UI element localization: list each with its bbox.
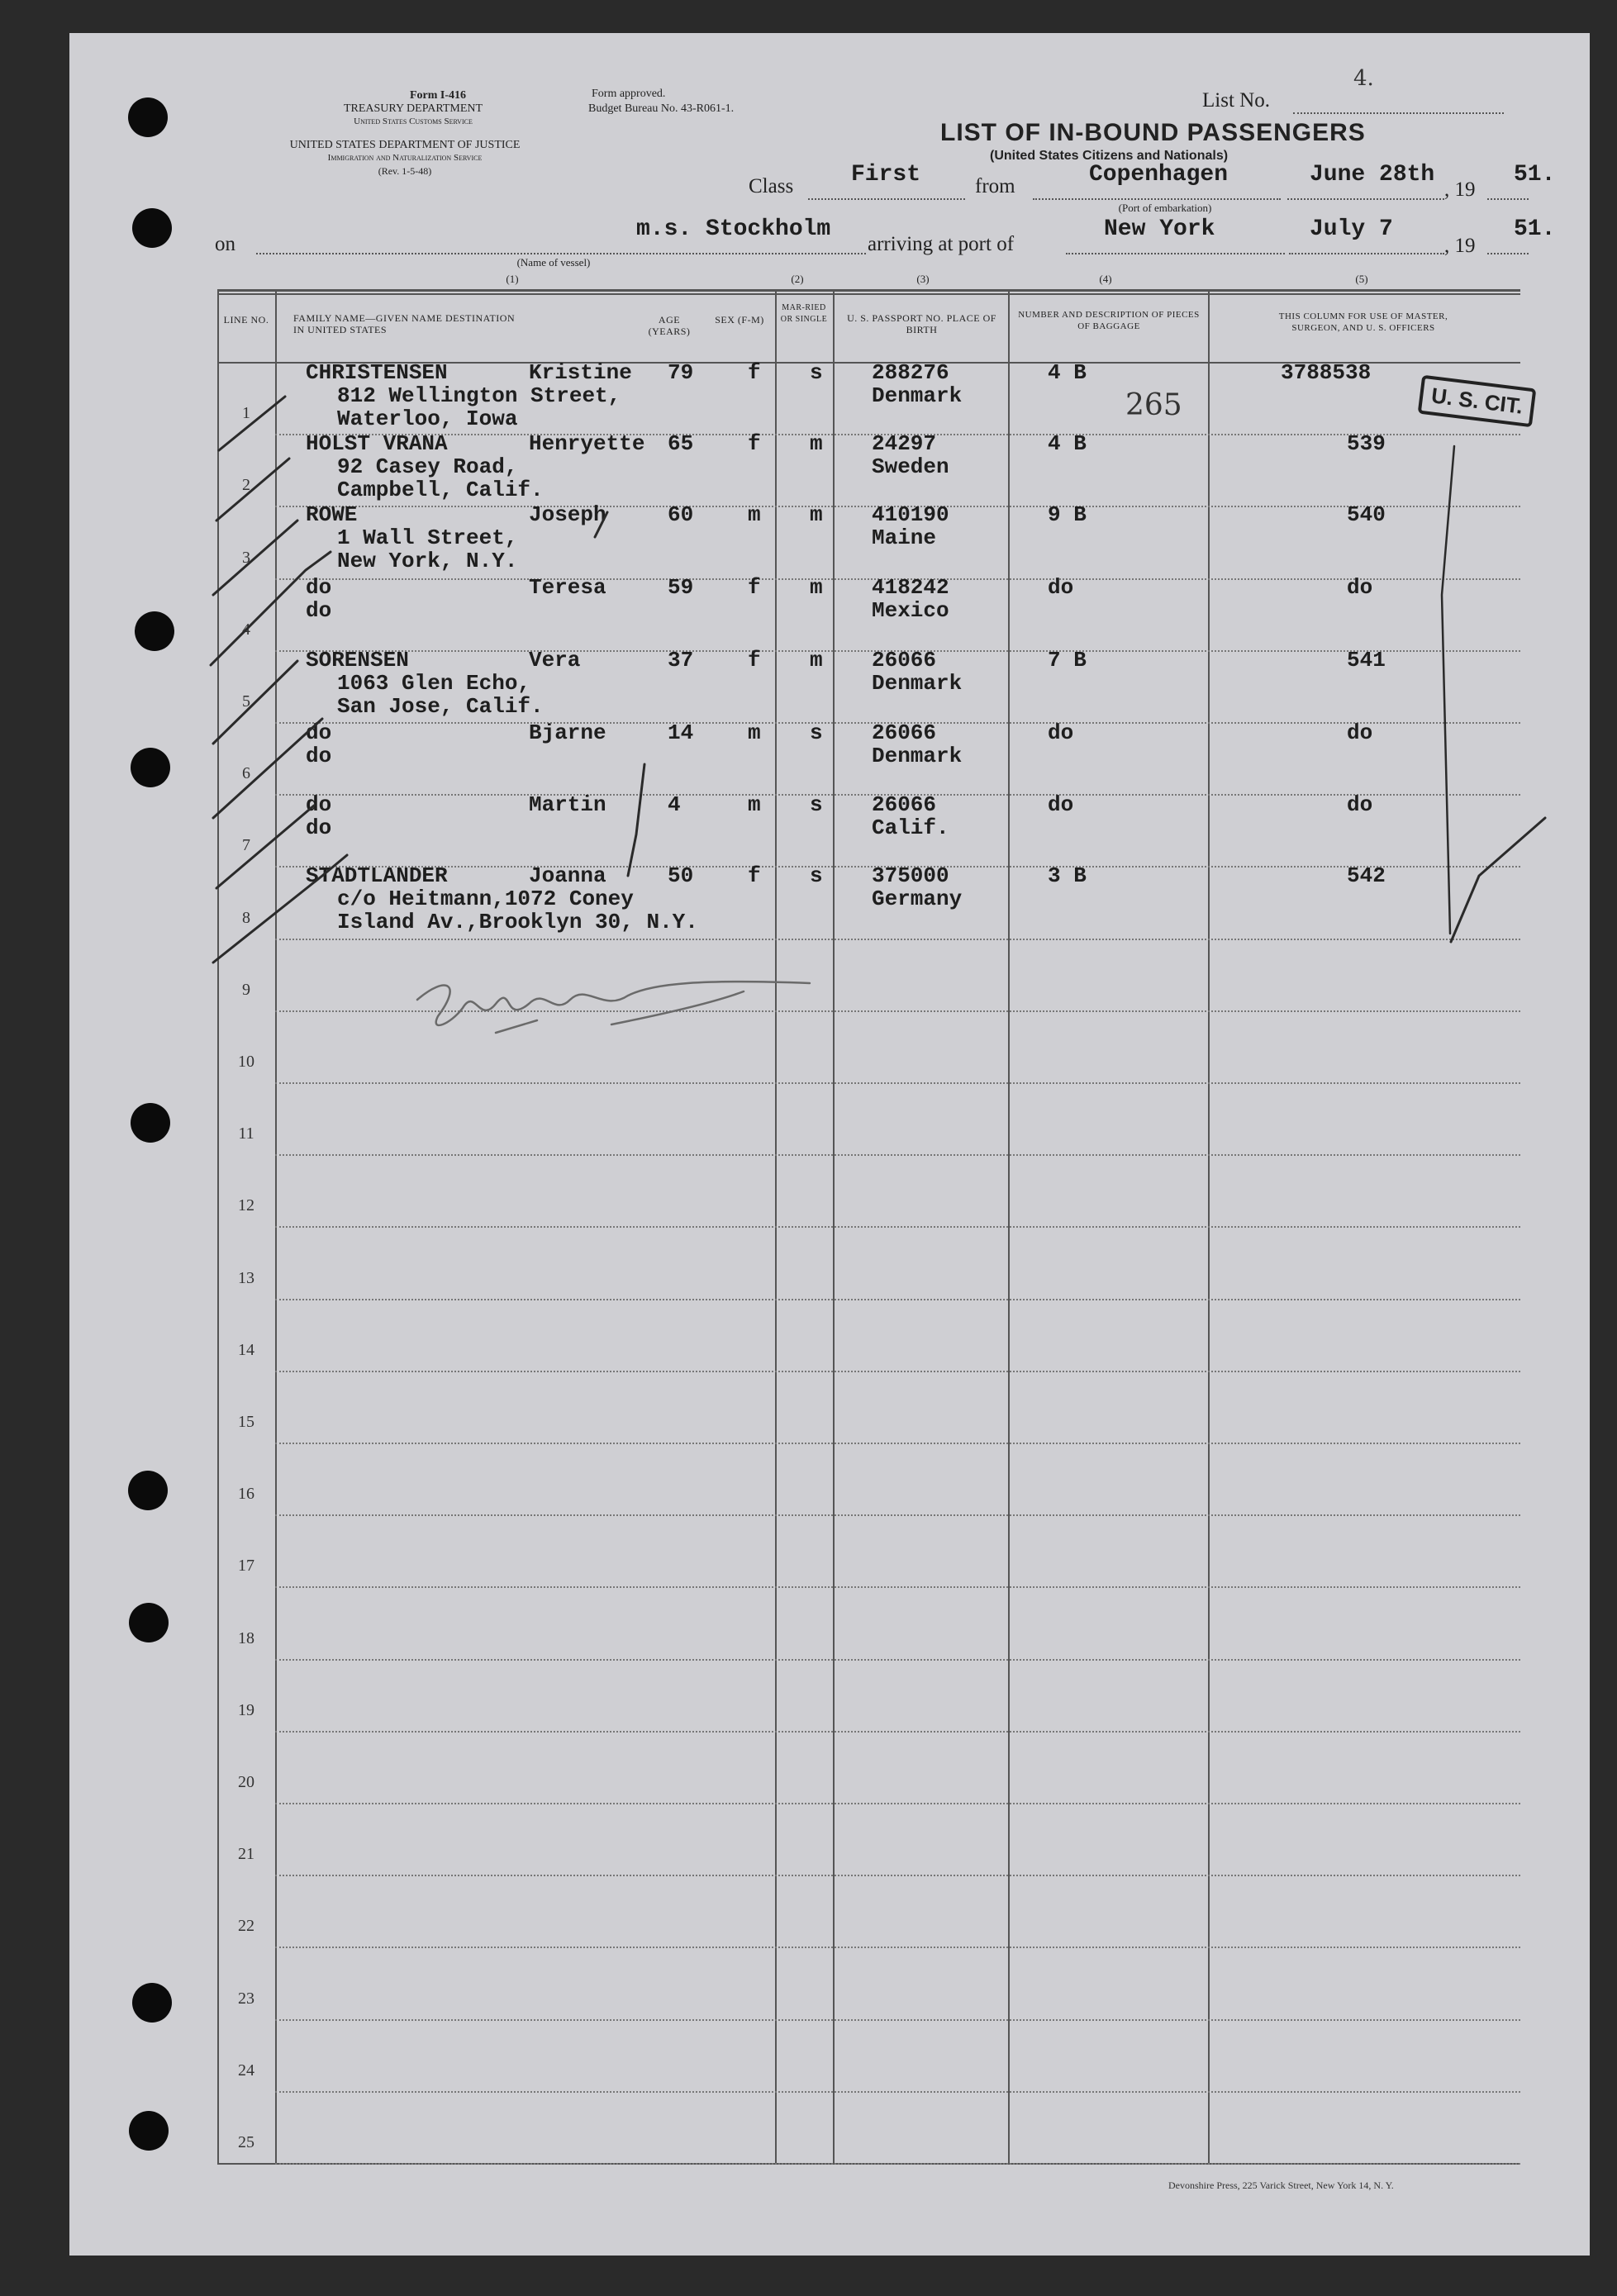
port-caption: (Port of embarkation) [1118, 202, 1212, 214]
passenger-family-name: SORENSEN [306, 648, 409, 673]
line-number: 19 [238, 1700, 254, 1719]
passenger-age: 60 [668, 502, 694, 527]
passport-number: 24297 [872, 431, 937, 456]
header-officers: THIS COLUMN FOR USE OF MASTER, SURGEON, AND U. S. OFFICERS [1278, 311, 1448, 333]
passenger-address-line: Island Av.,Brooklyn 30, N.Y. [337, 910, 698, 934]
justice-dept: UNITED STATES DEPARTMENT OF JUSTICE [289, 139, 521, 151]
arrival-port: New York [1104, 216, 1215, 242]
passenger-age: 79 [668, 360, 694, 385]
passenger-marital-status: s [810, 360, 823, 385]
officer-number: 541 [1347, 648, 1386, 673]
passenger-address-line: Waterloo, Iowa [337, 406, 518, 431]
officer-number: do [1347, 575, 1373, 600]
header-baggage: NUMBER AND DESCRIPTION OF PIECES OF BAGGAGE [1018, 310, 1200, 331]
arrival-date: July 7 [1310, 216, 1393, 242]
vessel-name: m.s. Stockholm [636, 216, 831, 242]
passenger-family-name: STADTLANDER [306, 863, 448, 888]
col-num-4: (4) [1099, 273, 1112, 285]
passport-number: 26066 [872, 792, 937, 817]
passenger-age: 59 [668, 575, 694, 600]
header-passport: U. S. PASSPORT NO. PLACE OF BIRTH [847, 312, 996, 335]
check-mark [216, 459, 289, 521]
passenger-given-name: Joanna [529, 863, 606, 888]
officer-number: 540 [1347, 502, 1386, 527]
line-number: 13 [238, 1268, 254, 1287]
tally-line [595, 512, 607, 537]
passenger-given-name: Kristine [529, 360, 632, 385]
passenger-sex: f [748, 431, 761, 456]
place-of-birth: Germany [872, 887, 963, 911]
form-number: Form I-416 [409, 89, 467, 102]
passenger-age: 14 [668, 720, 694, 745]
passenger-address-line: 1 Wall Street, [337, 525, 518, 550]
year-prefix-2: , 19 [1444, 235, 1476, 257]
baggage-pieces: do [1048, 575, 1074, 600]
class-value: First [851, 162, 921, 188]
passenger-marital-status: m [810, 648, 823, 673]
line-number: 23 [238, 1989, 254, 2008]
passenger-family-name: do [306, 575, 332, 600]
document-title: LIST OF IN-BOUND PASSENGERS [940, 119, 1366, 146]
passenger-address-line: do [306, 744, 332, 768]
passenger-address-line: 812 Wellington Street, [337, 383, 621, 408]
year-1: 51. [1514, 162, 1556, 188]
passenger-sex: f [748, 360, 761, 385]
signature [417, 982, 810, 1033]
passport-number: 26066 [872, 720, 937, 745]
col-num-3: (3) [916, 273, 930, 285]
passenger-marital-status: s [810, 863, 823, 888]
line-number: 21 [238, 1845, 254, 1864]
place-of-birth: Maine [872, 525, 937, 550]
baggage-pieces: 3 B [1048, 863, 1087, 888]
place-of-birth: Denmark [872, 744, 963, 768]
passenger-given-name: Henryette [529, 431, 645, 456]
officer-number: 3788538 [1281, 360, 1372, 385]
check-mark [213, 661, 297, 744]
place-of-birth: Calif. [872, 815, 949, 840]
passenger-age: 4 [668, 792, 681, 817]
customs-service: United States Customs Service [354, 116, 473, 126]
budget-bureau: Budget Bureau No. 43-R061-1. [588, 102, 735, 115]
passenger-age: 37 [668, 648, 694, 673]
line-number: 25 [238, 2133, 254, 2151]
col-num-2: (2) [791, 273, 804, 285]
officer-number: 542 [1347, 863, 1386, 888]
form-approved: Form approved. [592, 88, 666, 100]
line-number: 14 [238, 1340, 254, 1359]
passenger-marital-status: s [810, 720, 823, 745]
passenger-sex: f [748, 648, 761, 673]
check-mark [213, 521, 297, 595]
passenger-marital-status: m [810, 431, 823, 456]
col-num-5: (5) [1355, 273, 1368, 285]
officer-number: do [1347, 720, 1373, 745]
passenger-address-line: 92 Casey Road, [337, 454, 518, 479]
col-num-1: (1) [506, 273, 519, 285]
baggage-pieces: do [1048, 792, 1074, 817]
line-number: 18 [238, 1628, 254, 1647]
header-line-no: LINE NO. [223, 314, 269, 326]
passenger-family-name: CHRISTENSEN [306, 360, 448, 385]
passenger-given-name: Martin [529, 792, 606, 817]
check-mark [211, 552, 331, 665]
check-mark [216, 806, 314, 888]
header-name: FAMILY NAME—GIVEN NAME DESTINATION IN UNITED STATES [293, 312, 516, 335]
year-prefix-1: , 19 [1444, 178, 1476, 201]
officer-number: do [1347, 792, 1373, 817]
document-subtitle: (United States Citizens and Nationals) [990, 149, 1229, 163]
passenger-sex: m [748, 502, 761, 527]
passenger-family-name: ROWE [306, 502, 358, 527]
header-sex: SEX (F-M) [715, 314, 764, 326]
line-number: 20 [238, 1773, 254, 1791]
line-number: 7 [242, 836, 250, 855]
passenger-address-line: New York, N.Y. [337, 549, 518, 573]
class-label: Class [749, 175, 794, 197]
line-number: 17 [238, 1557, 254, 1576]
line-number: 1 [242, 404, 250, 423]
passenger-address-line: Campbell, Calif. [337, 478, 544, 502]
place-of-birth: Mexico [872, 598, 949, 623]
passenger-age: 65 [668, 431, 694, 456]
passenger-family-name: HOLST VRANA [306, 431, 448, 456]
ins-service: Immigration and Naturalization Service [327, 153, 483, 163]
passenger-given-name: Vera [529, 648, 581, 673]
handwritten-number: 265 [1125, 388, 1182, 422]
place-of-birth: Denmark [872, 383, 963, 408]
printer-footer: Devonshire Press, 225 Varick Street, New York 14, N. Y. [1168, 2180, 1394, 2191]
vessel-caption: (Name of vessel) [516, 256, 591, 269]
line-number: 10 [238, 1053, 254, 1071]
list-no-label: List No. [1202, 89, 1270, 112]
baggage-pieces: 9 B [1048, 502, 1087, 527]
passport-number: 26066 [872, 648, 937, 673]
passenger-family-name: do [306, 720, 332, 745]
line-number: 6 [242, 764, 250, 783]
passenger-address-line: c/o Heitmann,1072 Coney [337, 887, 634, 911]
list-no-value: 4. [1353, 66, 1374, 91]
year-2: 51. [1514, 216, 1556, 242]
vertical-mark [1442, 446, 1454, 934]
passport-number: 410190 [872, 502, 949, 527]
header-age: AGE (YEARS) [648, 314, 691, 337]
passenger-given-name: Bjarne [529, 720, 606, 745]
passenger-address-line: San Jose, Calif. [337, 694, 544, 719]
line-number: 9 [242, 980, 250, 999]
line-number: 8 [242, 908, 250, 927]
passenger-given-name: Teresa [529, 575, 606, 600]
passenger-address-line: do [306, 815, 332, 840]
line-number: 24 [238, 2061, 254, 2080]
line-number: 5 [242, 692, 250, 711]
line-number: 3 [242, 548, 250, 567]
baggage-pieces: do [1048, 720, 1074, 745]
passenger-sex: m [748, 720, 761, 745]
passenger-family-name: do [306, 792, 332, 817]
header-married: MAR-RIED OR SINGLE [780, 303, 828, 324]
passenger-marital-status: m [810, 502, 823, 527]
revision: (Rev. 1-5-48) [378, 165, 432, 177]
passport-number: 375000 [872, 863, 949, 888]
line-number: 22 [238, 1917, 254, 1936]
line-number: 2 [242, 476, 250, 495]
check-mark [213, 855, 347, 963]
baggage-pieces: 7 B [1048, 648, 1087, 673]
place-of-birth: Sweden [872, 454, 949, 479]
line-number: 4 [242, 620, 250, 639]
passenger-marital-status: s [810, 792, 823, 817]
us-citizen-stamp: U. S. CIT. [1418, 375, 1537, 428]
check-mark-large [1451, 818, 1545, 942]
passenger-address-line: do [306, 598, 332, 623]
check-mark [219, 397, 285, 450]
line-number: 16 [238, 1485, 254, 1504]
arriving-label: arriving at port of [868, 233, 1015, 255]
baggage-pieces: 4 B [1048, 360, 1087, 385]
port-of-embarkation: Copenhagen [1089, 162, 1229, 188]
from-label: from [975, 175, 1015, 197]
on-label: on [215, 233, 235, 255]
tally-line [628, 764, 644, 876]
passport-number: 418242 [872, 575, 949, 600]
line-number: 15 [238, 1413, 254, 1431]
passenger-age: 50 [668, 863, 694, 888]
officer-number: 539 [1347, 431, 1386, 456]
treasury-dept: TREASURY DEPARTMENT [343, 102, 483, 115]
line-number: 12 [238, 1196, 254, 1215]
passenger-sex: m [748, 792, 761, 817]
passenger-sex: f [748, 863, 761, 888]
place-of-birth: Denmark [872, 671, 963, 696]
line-number: 11 [238, 1124, 254, 1143]
passenger-given-name: Joseph [529, 502, 606, 527]
passenger-address-line: 1063 Glen Echo, [337, 671, 531, 696]
passport-number: 288276 [872, 360, 949, 385]
passenger-sex: f [748, 575, 761, 600]
departure-date: June 28th [1310, 162, 1435, 188]
baggage-pieces: 4 B [1048, 431, 1087, 456]
check-mark [213, 719, 322, 818]
passenger-marital-status: m [810, 575, 823, 600]
